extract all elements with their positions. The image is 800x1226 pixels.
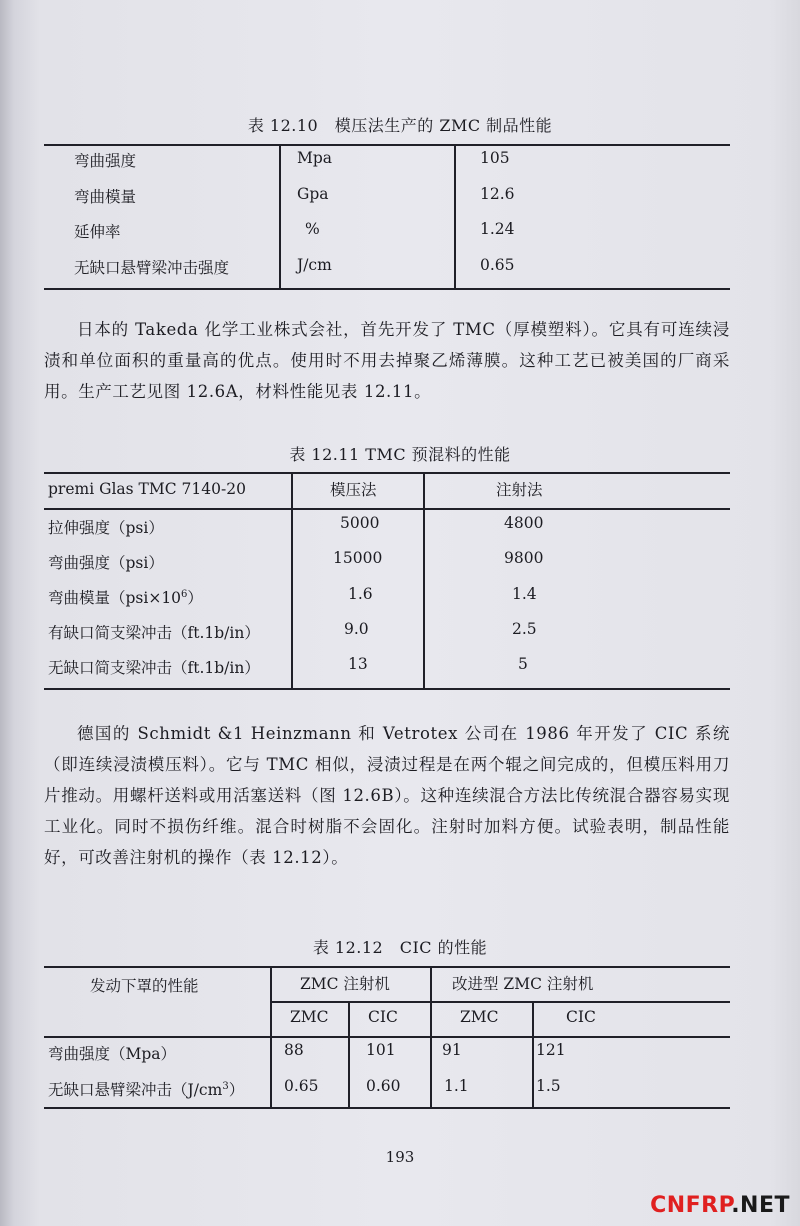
table-12-11-bottom-rule: [44, 688, 730, 690]
table-subheader: ZMC: [460, 1008, 499, 1026]
watermark-black-text: .NET: [731, 1193, 790, 1218]
superscript: 6: [181, 588, 188, 600]
table-row-value: 12.6: [480, 185, 515, 203]
table-12-11-header-rule: [44, 508, 730, 510]
table-12-11-divider-1: [291, 472, 293, 688]
table-row-unit: Gpa: [297, 185, 329, 203]
table-row-value: 1.6: [348, 585, 373, 603]
table-row-label: [48, 1078, 244, 1100]
table-row-value: 1.4: [512, 585, 537, 603]
table-header-zmc-injection: ZMC 注射机: [300, 975, 390, 993]
table-row-value: 1.5: [536, 1077, 561, 1095]
paragraph-text: 德国的 Schmidt &1 Heinzmann 和 Vetrotex 公司在 1986 年开发了 CIC 系统（即连续浸渍模压料）。它与 TMC 相似，浸渍过程是在两个辊之间完成的，但模压料用刀片推动。用螺杆送料或用活塞送料（图 12.6B）。这种连续混合方法比传统混合器容易实现工业化。同时不损伤纤维。混合时树脂不会固化。注射时加料方便。试验表明，制品性能好，可改善注射机的操作（表 12.12）。: [44, 724, 730, 867]
table-row-label: 弯曲模量: [74, 188, 137, 206]
table-12-10-divider-2: [454, 144, 456, 288]
table-header-compression: 模压法: [330, 481, 377, 499]
table-header-property: 发动下罩的性能: [90, 977, 199, 995]
table-row-value: 91: [442, 1041, 462, 1059]
table-row-label: 延伸率: [74, 223, 121, 241]
table-row-value: 121: [536, 1041, 566, 1059]
table-subheader: CIC: [566, 1008, 596, 1026]
table-12-12-header-rule: [44, 1036, 730, 1038]
superscript: 3: [222, 1080, 229, 1092]
table-row-value: 105: [480, 149, 510, 167]
table-row-label: 弯曲强度（Mpa）: [48, 1045, 177, 1063]
table-row-label: 无缺口简支梁冲击（ft.1b/in）: [48, 659, 260, 677]
watermark-red-text: CNFRP: [650, 1193, 732, 1218]
table-row-value: 4800: [504, 514, 544, 532]
paragraph-cic: [44, 718, 730, 873]
table-row-label: [48, 586, 203, 608]
site-watermark-logo: [650, 1193, 790, 1218]
table-row-value: 1.1: [444, 1077, 469, 1095]
table-row-value: 1.24: [480, 220, 515, 238]
table-row-label: 弯曲强度（psi）: [48, 554, 164, 572]
table-row-unit: Mpa: [297, 149, 333, 167]
page-number: 193: [385, 1148, 415, 1166]
table-12-10-caption: 表 12.10 模压法生产的 ZMC 制品性能: [247, 116, 553, 135]
paragraph-text: 日本的 Takeda 化学工业株式会社，首先开发了 TMC（厚模塑料）。它具有可连续浸渍和单位面积的重量高的优点。使用时不用去掉聚乙烯薄膜。这种工艺已被美国的厂商采用。生产工艺见图 12.6A，材料性能见表 12.11。: [44, 320, 730, 401]
table-row-value: 88: [284, 1041, 304, 1059]
table-row-label-tail: ）: [187, 589, 203, 607]
table-row-label: 无缺口悬臂梁冲击强度: [74, 259, 230, 277]
table-row-value: 0.65: [284, 1077, 319, 1095]
table-header-improved-zmc: 改进型 ZMC 注射机: [452, 975, 594, 993]
table-subheader: CIC: [368, 1008, 398, 1026]
table-12-11-top-rule: [44, 472, 730, 474]
table-12-12-subheader-rule: [270, 1001, 730, 1003]
table-row-label: 有缺口简支梁冲击（ft.1b/in）: [48, 624, 260, 642]
table-12-12-divider-4: [532, 1001, 534, 1107]
table-row-value: 9.0: [344, 620, 369, 638]
table-row-value: 0.65: [480, 256, 515, 274]
table-row-value: 9800: [504, 549, 544, 567]
table-12-10-bottom-rule: [44, 288, 730, 290]
table-12-11-divider-2: [423, 472, 425, 688]
table-12-10-top-rule: [44, 144, 730, 146]
table-12-11-caption: 表 12.11 TMC 预混料的性能: [289, 445, 511, 464]
table-row-value: 5000: [340, 514, 380, 532]
table-row-value: 101: [366, 1041, 396, 1059]
paragraph-tmc: [44, 314, 730, 407]
table-12-12-divider-3: [348, 1001, 350, 1107]
table-row-label: 弯曲强度: [74, 152, 137, 170]
table-row-unit: J/cm: [297, 256, 332, 274]
table-header-product: premi Glas TMC 7140-20: [48, 480, 246, 498]
table-subheader: ZMC: [290, 1008, 329, 1026]
table-row-value: 13: [348, 655, 368, 673]
table-row-value: 0.60: [366, 1077, 401, 1095]
table-row-value: 2.5: [512, 620, 537, 638]
table-12-12-bottom-rule: [44, 1107, 730, 1109]
table-header-injection: 注射法: [496, 481, 543, 499]
table-row-unit: %: [305, 220, 320, 238]
table-row-label-text: 无缺口悬臂梁冲击（J/cm: [48, 1081, 223, 1099]
table-row-label: 拉伸强度（psi）: [48, 519, 164, 537]
table-row-value: 5: [518, 655, 528, 673]
table-12-12-top-rule: [44, 966, 730, 968]
table-12-12-caption: 表 12.12 CIC 的性能: [312, 938, 488, 957]
table-row-label-text: 弯曲模量（psi×10: [48, 589, 182, 607]
table-12-10-divider-1: [279, 144, 281, 288]
table-row-label-tail: ）: [228, 1081, 245, 1099]
table-row-value: 15000: [333, 549, 383, 567]
